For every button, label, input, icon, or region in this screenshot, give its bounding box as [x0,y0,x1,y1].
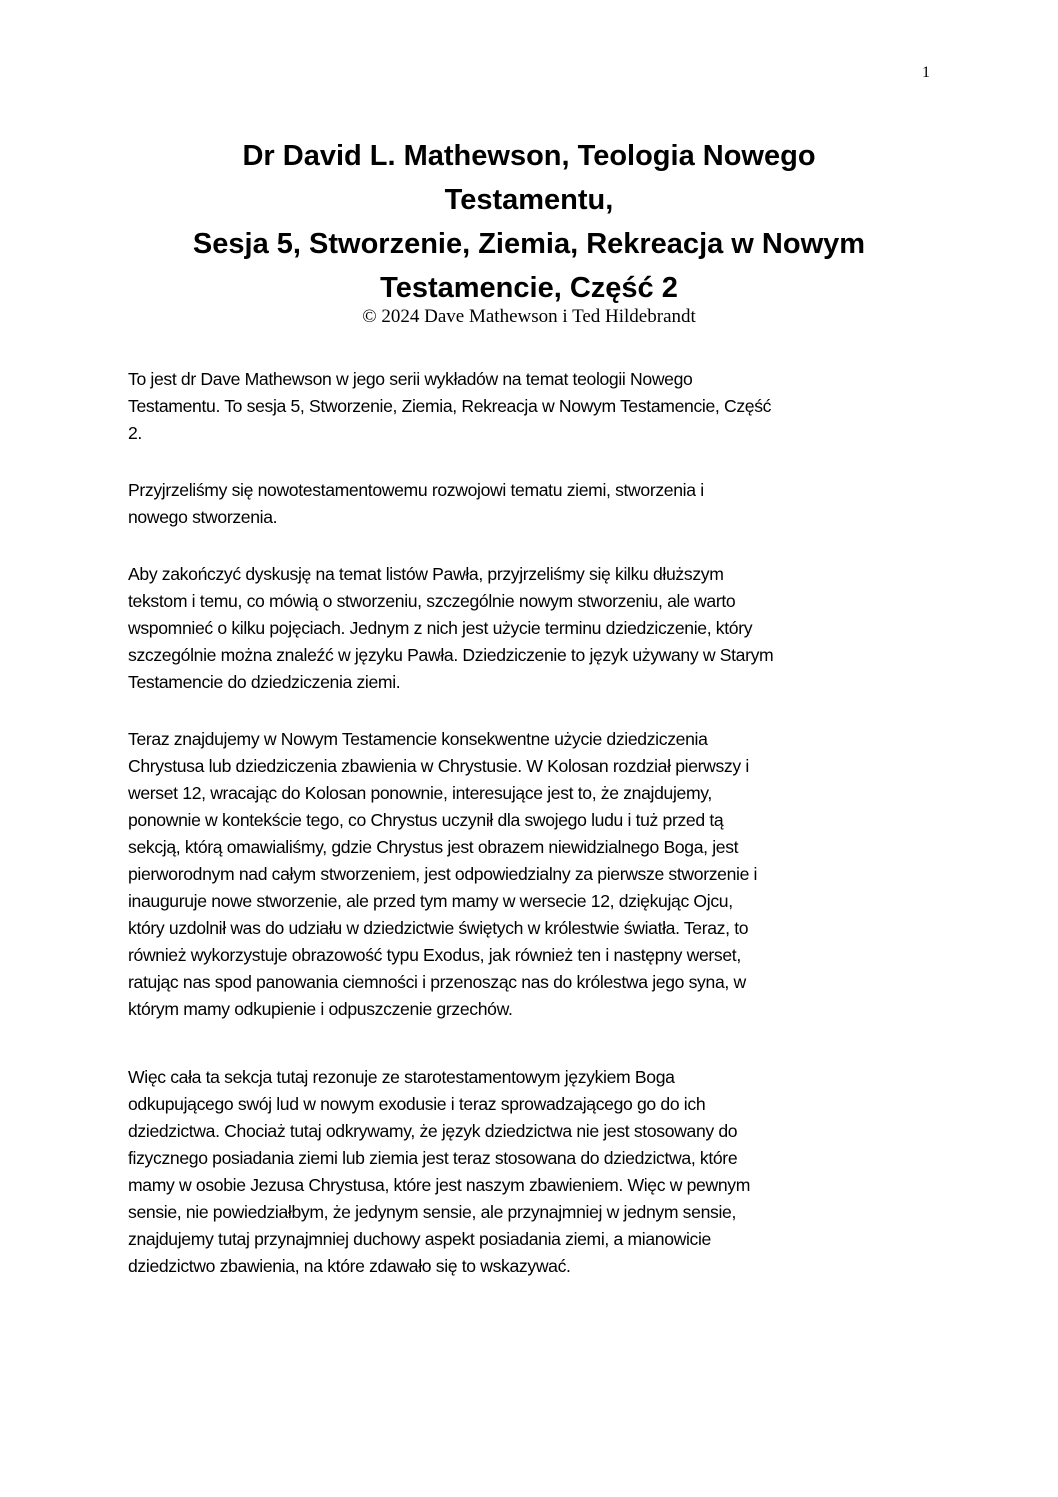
paragraph-line: pierworodnym nad całym stworzeniem, jest odpowiedzialny za pierwsze stworzenie i [128,864,758,884]
paragraph-line: wspomnieć o kilku pojęciach. Jednym z nich jest użycie terminu dziedziczenie, który [128,618,753,638]
title-line: Testamencie, Część 2 [380,272,678,304]
paragraph [128,726,757,1023]
paragraph-line: sekcją, którą omawialiśmy, gdzie Chrystus jest obrazem niewidzialnego Boga, jest [128,837,739,857]
paragraph-line: werset 12, wracając do Kolosan ponownie, interesujące jest to, że znajdujemy, [128,783,712,803]
paragraph-line: Testamentu. To sesja 5, Stworzenie, Ziemia, Rekreacja w Nowym Testamencie, Część [128,396,772,416]
paragraph [128,366,771,447]
paragraph-line: Chrystusa lub dziedziczenia zbawienia w Chrystusie. W Kolosan rozdział pierwszy i [128,756,749,776]
paragraph-line: szczególnie można znaleźć w języku Pawła. Dziedziczenie to język używany w Starym [128,645,774,665]
paragraph-line: inauguruje nowe stworzenie, ale przed tym mamy w wersecie 12, dziękując Ojcu, [128,891,733,911]
paragraph-line: dziedzictwo zbawienia, na które zdawało się to wskazywać. [128,1256,571,1276]
paragraph-line: którym mamy odkupienie i odpuszczenie grzechów. [128,999,513,1019]
paragraph-line: Teraz znajdujemy w Nowym Testamencie konsekwentne użycie dziedziczenia [128,729,708,749]
title-line: Sesja 5, Stworzenie, Ziemia, Rekreacja w Nowym [192,228,866,260]
paragraph-line: mamy w osobie Jezusa Chrystusa, które jest naszym zbawieniem. Więc w pewnym [128,1175,751,1195]
paragraph-line: który uzdolnił was do udziału w dziedzictwie świętych w królestwie światła. Teraz, to [128,918,749,938]
paragraph-line: 2. [128,423,142,443]
page-number: 1 [922,64,930,81]
paragraph-line: nowego stworzenia. [128,507,278,527]
paragraph-line: Przyjrzeliśmy się nowotestamentowemu rozwojowi tematu ziemi, stworzenia i [128,480,704,500]
document-title [0,134,1058,310]
title-line: Testamentu, [444,184,614,216]
paragraph-line: odkupującego swój lud w nowym exodusie i teraz sprowadzającego go do ich [128,1094,706,1114]
paragraph-line: ratując nas spod panowania ciemności i przenosząc nas do królestwa jego syna, w [128,972,746,992]
paragraph-line: dziedzictwa. Chociaż tutaj odkrywamy, że język dziedzictwa nie jest stosowany do [128,1121,738,1141]
paragraph-line: sensie, nie powiedziałbym, że jedynym sensie, ale przynajmniej w jednym sensie, [128,1202,736,1222]
paragraph-line: tekstom i temu, co mówią o stworzeniu, szczególnie nowym stworzeniu, ale warto [128,591,736,611]
paragraph [128,477,704,531]
paragraph-line: Aby zakończyć dyskusję na temat listów Pawła, przyjrzeliśmy się kilku dłuższym [128,564,724,584]
title-line: Dr David L. Mathewson, Teologia Nowego [242,140,816,172]
paragraph-line: ponownie w kontekście tego, co Chrystus uczynił dla swojego ludu i tuż przed tą [128,810,724,830]
paragraph-line: znajdujemy tutaj przynajmniej duchowy aspekt posiadania ziemi, a mianowicie [128,1229,711,1249]
paragraph-line: Testamencie do dziedziczenia ziemi. [128,672,401,692]
copyright-line: © 2024 Dave Mathewson i Ted Hildebrandt [362,306,696,327]
paragraph [128,561,773,696]
paragraph-line: również wykorzystuje obrazowość typu Exodus, jak również ten i następny werset, [128,945,741,965]
paragraph [128,1064,750,1280]
paragraph-line: Więc cała ta sekcja tutaj rezonuje ze starotestamentowym językiem Boga [128,1067,675,1087]
paragraph-line: To jest dr Dave Mathewson w jego serii wykładów na temat teologii Nowego [128,369,693,389]
paragraph-line: fizycznego posiadania ziemi lub ziemia jest teraz stosowana do dziedzictwa, które [128,1148,738,1168]
